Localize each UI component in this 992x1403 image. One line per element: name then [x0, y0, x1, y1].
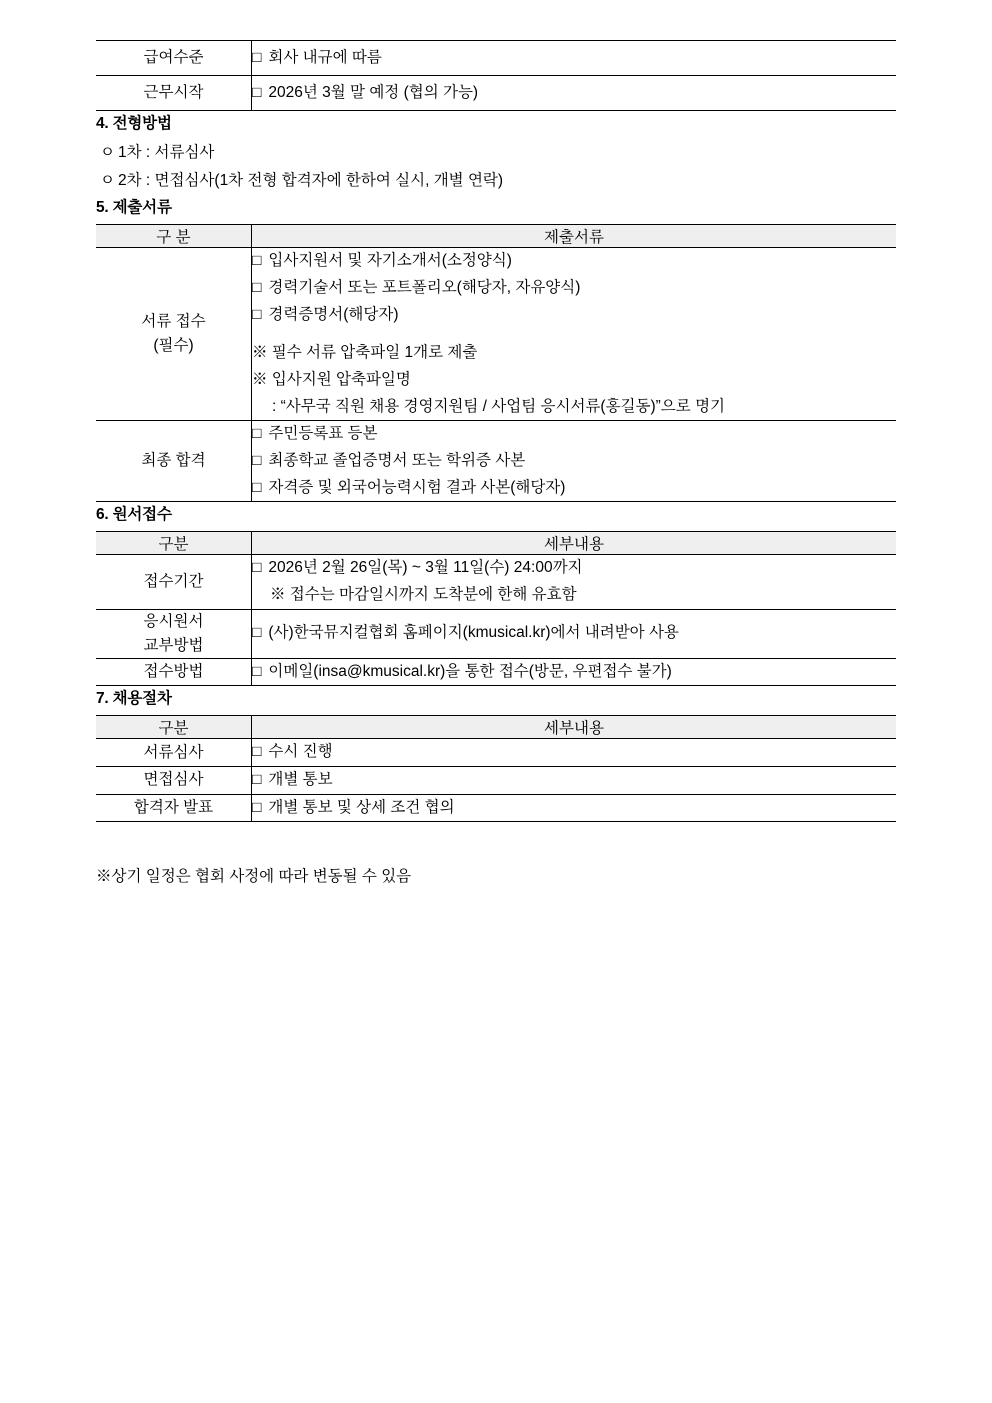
- row-label: [96, 248, 252, 421]
- column-header-category: 구분: [96, 532, 252, 555]
- table-row: [96, 609, 896, 658]
- detail-item-label: 개별 통보: [268, 770, 333, 788]
- document-item-label: 자격증 및 외국어능력시험 결과 사본(해당자): [268, 478, 566, 496]
- document-item-label: 입사지원서 및 자기소개서(소정양식): [268, 252, 512, 270]
- detail-item: [252, 555, 896, 582]
- note-subitem: : “사무국 직원 채용 경영지원팀 / 사업팀 응시서류(홍길동)”으로 명기: [272, 397, 726, 415]
- document-item: [252, 275, 896, 302]
- checkbox-icon: □: [252, 770, 262, 788]
- section-7-heading: 7. 채용절차: [96, 690, 172, 708]
- row-label-line1: 서류 접수: [141, 313, 206, 331]
- section-6-heading: 6. 원서접수: [96, 506, 172, 524]
- detail-item-label: (사)한국뮤지컬협회 홈페이지(kmusical.kr)에서 내려받아 사용: [268, 624, 679, 642]
- note-item: ※ 접수는 마감일시까지 도착분에 한해 유효함: [270, 585, 577, 603]
- table-row: [96, 658, 896, 686]
- submission-documents-table: [96, 224, 896, 502]
- table-header-row: [96, 225, 896, 248]
- detail-item: [252, 620, 896, 647]
- row-content: [252, 766, 897, 794]
- row-label: 최종 합격: [96, 421, 252, 502]
- detail-item-label: 개별 통보 및 상세 조건 협의: [268, 798, 455, 816]
- row-content: [252, 421, 897, 502]
- checkbox-icon: □: [252, 798, 262, 816]
- row-label: 합격자 발표: [96, 794, 252, 822]
- checkbox-icon: □: [252, 279, 262, 297]
- document-item: [252, 248, 896, 275]
- note-item: ※ 입사지원 압축파일명: [252, 371, 411, 389]
- document-item: [252, 302, 896, 329]
- document-item-label: 주민등록표 등본: [268, 425, 378, 443]
- column-header-details: 세부내용: [252, 532, 897, 555]
- row-content-text: 회사 내규에 따름: [268, 48, 382, 66]
- section-4-list: [96, 139, 896, 195]
- table-row: [96, 41, 896, 76]
- hiring-process-table: [96, 715, 896, 822]
- row-label: 서류심사: [96, 739, 252, 767]
- table-row: [96, 76, 896, 111]
- row-label: 접수기간: [96, 555, 252, 609]
- document-item-label: 경력기술서 또는 포트폴리오(해당자, 자유양식): [268, 279, 581, 297]
- row-content: [252, 794, 897, 822]
- table-row: [96, 421, 896, 502]
- checkbox-icon: □: [252, 624, 262, 642]
- row-label-line2: 교부방법: [143, 636, 204, 654]
- detail-item: [252, 659, 896, 686]
- column-header-category: 구 분: [96, 225, 252, 248]
- row-content: [252, 739, 897, 767]
- detail-item-label: 수시 진행: [268, 743, 333, 761]
- detail-item-label: 2026년 2월 26일(목) ~ 3월 11일(수) 24:00까지: [268, 559, 583, 577]
- circle-bullet-icon: ㅇ: [100, 172, 115, 190]
- table-row: [96, 248, 896, 421]
- row-content-text: 2026년 3월 말 예정 (협의 가능): [268, 83, 479, 101]
- row-content: [252, 555, 897, 609]
- checkbox-icon: □: [252, 305, 262, 323]
- row-label: [96, 609, 252, 658]
- checkbox-icon: □: [252, 743, 262, 761]
- row-label-line1: 응시원서: [143, 612, 204, 630]
- list-item-label: 2차 : 면접심사(1차 전형 합격자에 한하여 실시, 개별 연락): [118, 172, 504, 190]
- salary-start-table: [96, 40, 896, 111]
- row-content: [252, 248, 897, 421]
- table-row: [96, 739, 896, 767]
- document-item: [252, 475, 896, 502]
- row-content: [252, 41, 897, 76]
- footnote: ※상기 일정은 협회 사정에 따라 변동될 수 있음: [96, 868, 412, 886]
- row-label: 급여수준: [96, 41, 252, 76]
- checkbox-icon: □: [252, 83, 262, 101]
- row-content: [252, 658, 897, 686]
- document-item: [252, 448, 896, 475]
- column-header-category: 구분: [96, 716, 252, 739]
- section-5-heading: 5. 제출서류: [96, 199, 172, 217]
- checkbox-icon: □: [252, 559, 262, 577]
- checkbox-icon: □: [252, 452, 262, 469]
- row-label: 면접심사: [96, 766, 252, 794]
- checkbox-icon: □: [252, 252, 262, 270]
- table-header-row: [96, 716, 896, 739]
- table-header-row: [96, 532, 896, 555]
- checkbox-icon: □: [252, 662, 262, 680]
- note-item: ※ 필수 서류 압축파일 1개로 제출: [252, 344, 478, 362]
- row-label-line2: (필수): [153, 337, 194, 355]
- application-reception-table: [96, 531, 896, 686]
- detail-item-label: 이메일(insa@kmusical.kr)을 통한 접수(방문, 우편접수 불가): [268, 662, 672, 680]
- list-item: [96, 167, 896, 195]
- circle-bullet-icon: ㅇ: [100, 144, 115, 161]
- row-content: [252, 76, 897, 111]
- section-4-heading: 4. 전형방법: [96, 115, 172, 132]
- column-header-documents: 제출서류: [252, 225, 897, 248]
- document-item: [252, 421, 896, 448]
- row-label: 근무시작: [96, 76, 252, 111]
- table-row: [96, 766, 896, 794]
- checkbox-icon: □: [252, 425, 262, 443]
- checkbox-icon: □: [252, 48, 262, 66]
- table-row: [96, 555, 896, 609]
- column-header-details: 세부내용: [252, 716, 897, 739]
- list-item-label: 1차 : 서류심사: [118, 144, 215, 161]
- list-item: [96, 139, 896, 167]
- row-content: [252, 609, 897, 658]
- row-label: 접수방법: [96, 658, 252, 686]
- document-item-label: 경력증명서(해당자): [268, 305, 399, 323]
- checkbox-icon: □: [252, 478, 262, 496]
- document-item-label: 최종학교 졸업증명서 또는 학위증 사본: [268, 452, 526, 469]
- table-row: [96, 794, 896, 822]
